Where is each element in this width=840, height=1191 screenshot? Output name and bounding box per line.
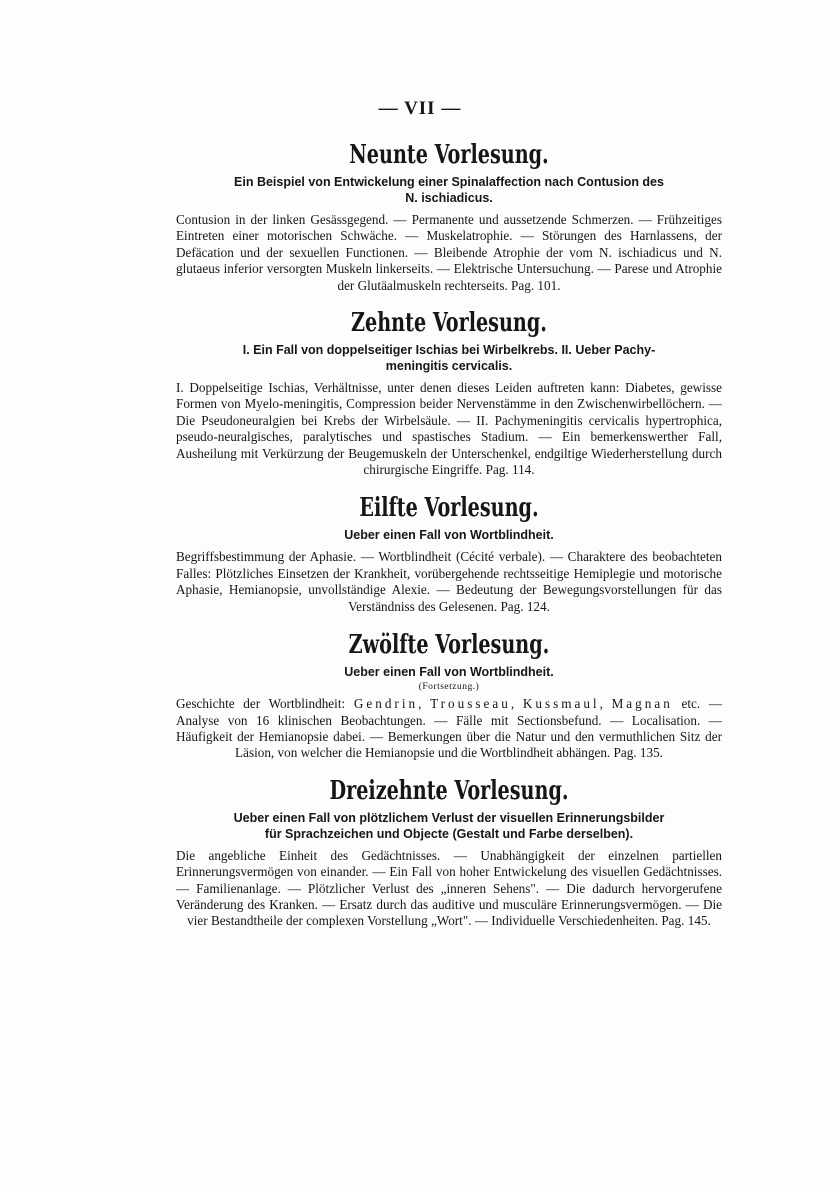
author-name: Kussmaul [522,696,600,712]
summary-text: Geschichte der Wortblindheit: [176,696,354,712]
lecture-summary: Die angebliche Einheit des Gedächtnisses. — Unabhängigkeit der einzelnen partiellen Erinnerungsvermögen von einander. — Ein Fall von hoher Entwickelung des visuellen Gedächtnisses. — Familienanlage. — Plötzlicher Verlust des „inneren Sehens". — Die dadurch hervorgerufene Veränderung des Kranken. — Ersatz durch das auditive und musculäre Erinnerungsvermögen. — Die vier Bestandtheile der complexen Vorstellung „Wort". — Individuelle Verschiedenheiten. Pag. 145. [176,847,722,929]
summary-text: , [418,696,431,712]
lecture-title: Neunte Vorlesung. [349,140,549,170]
lecture-title: Dreizehnte Vorlesung. [329,775,569,806]
author-name: Magnan [611,696,673,712]
author-name: Gendrin [353,696,419,712]
lecture-subtitle [176,810,722,842]
summary-text: , [510,696,523,712]
lecture-title: Zwölfte Vorlesung. [348,630,550,661]
lecture-title: Zehnte Vorlesung. [351,308,547,339]
lecture-10 [176,308,722,478]
lecture-subtitle [176,174,722,206]
lecture-summary: Begriffsbestimmung der Aphasie. — Wortblindheit (Cécité verbale). — Charaktere des beobachteten Falles: Plötzliches Einsetzen der Krankheit, vorübergehende rechtsseitige Hemiplegie und motorische Aphasie, Hemianopsie, unvollständige Alexie. — Bedeutung der Bewegungsvorstellungen für das Verständniss des Gelesenen. Pag. 124. [176,549,722,614]
lecture-subtitle [176,527,722,543]
lecture-9 [176,140,722,294]
lecture-subtitle [176,664,722,680]
subtitle-line: Ueber einen Fall von Wortblindheit. [344,665,554,680]
lecture-subtitle [176,342,722,374]
continuation-note: (Fortsetzung.) [418,682,480,693]
lecture-12 [176,630,722,762]
subtitle-line: N. ischiadicus. [405,191,493,205]
page-number: — VII — [378,98,462,119]
lecture-13 [176,776,722,930]
subtitle-line: meningitis cervicalis. [385,359,513,374]
subtitle-line: Ueber einen Fall von Wortblindheit. [344,528,554,543]
lecture-11 [176,493,722,615]
lecture-summary: Contusion in der linken Gesässgegend. — Permanente und aussetzende Schmerzen. — Frühzeitiges Eintreten einer motorischen Schwäche. — Muskelatrophie. — Störungen des Harnlassens, der Defäcation und der sexuellen Functionen. — Bleibende Atrophie der vom N. ischiadicus und N. glutaeus inferior versorgten Muskeln linkerseits. — Elektrische Untersuchung. — Parese und Atrophie der Glutäalmuskeln rechterseits. Pag. 101. [176,212,722,293]
lecture-title: Eilfte Vorlesung. [359,493,539,524]
summary-text: , [599,696,612,712]
table-of-contents [176,140,722,930]
author-name: Trousseau [430,696,511,712]
subtitle-line: I. Ein Fall von doppelseitiger Ischias bei Wirbelkrebs. II. Ueber Pachy- [242,343,656,358]
lecture-summary: I. Doppelseitige Ischias, Verhältnisse, unter denen dieses Leiden auftreten kann: Diabetes, gewisse Formen von Myelo-meningitis, Compression beider Nervenstämme in den Zwischenwirbellöchern. — Die Pseudoneuralgien bei Krebs der Wirbelsäule. — II. Pachymeningitis cervicalis hypertrophica, pseudo-neuralgisches, paralytisches und spastisches Stadium. — Ein bemerkenswerther Fall, Ausheilung mit Verkürzung der Beugemuskeln der Unterschenkel, endgiltige Wiederherstellung durch chirurgische Eingriffe. Pag. 114. [176,380,722,478]
subtitle-line: Ein Beispiel von Entwickelung einer Spinalaffection nach Contusion des [234,175,664,189]
subtitle-line: Ueber einen Fall von plötzlichem Verlust der visuellen Erinnerungsbilder [233,810,665,825]
lecture-summary [176,696,722,762]
summary-text: etc. — Analyse von 16 klinischen Beobachtungen. — Fälle mit Sectionsbefund. — Localisation. — Häufigkeit der Hemianopsie dabei. — Bemerkungen über die Natur und den vermuthlichen Sitz der Läsion, von welcher die Hemianopsie und die Wortblindheit abhängen. Pag. 135. [176,696,723,761]
subtitle-line: für Sprachzeichen und Objecte (Gestalt und Farbe derselben). [264,826,634,841]
